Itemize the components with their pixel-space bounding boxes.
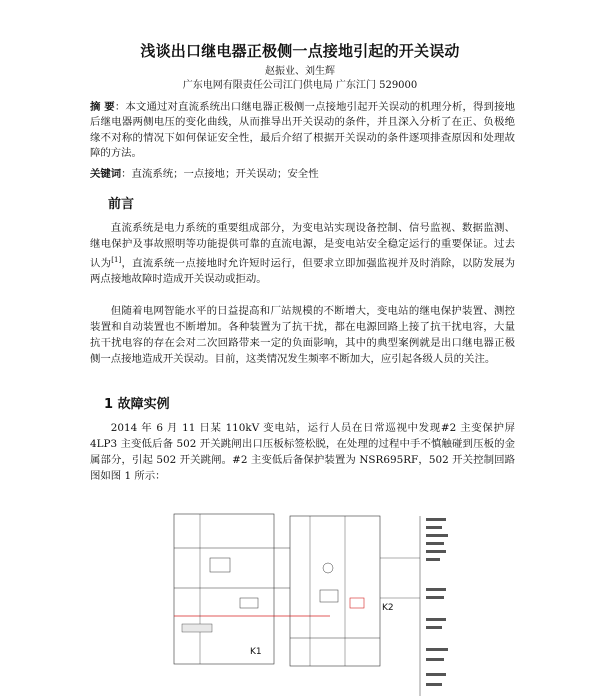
intro-p1-text-b: ，直流系统一点接地时允许短时运行，但要求立即加强监视并及时消除，以防发展为两点接地故障时造成开关误动或拒动。 [90, 257, 516, 286]
keywords-label: 关键词 [90, 168, 122, 180]
citation-ref: [1] [111, 256, 122, 264]
section-heading-intro: 前言 [108, 197, 135, 212]
keywords-text: ：直流系统；一点接地；开关误动；安全性 [121, 168, 319, 180]
intro-paragraph-1 [90, 220, 515, 287]
abstract [90, 100, 515, 161]
abstract-label: 摘 要 [90, 101, 115, 113]
intro-paragraph-2: 但随着电网智能水平的日益提高和厂站规模的不断增大，变电站的继电保护装置、测控装置和自动装置也不断增加。各种装置为了抗干扰，都在电源回路上接了抗干扰电容，大量抗干扰电容的存在会对二次回路带来一定的负面影响，其中的典型案例就是出口继电器正极侧一点接地造成开关误动。目前，这类情况发生频率不断加大，应引起各级人员的关注。 [90, 305, 515, 365]
case-paragraph-1: 2014 年 6 月 11 日某 110kV 变电站，运行人员在日常巡视中发现#2 主变保护屏 4LP3 主变低后备 502 开关跳闸出口压板标签松脱，在处理的过程中手不慎触碰到压板的金属部分，引起 502 开关跳闸。#2 主变低后备保护装置为 NSR695RF，502 开关控制回路图如图 1 所示： [90, 422, 515, 482]
label-k2: K2 [382, 603, 394, 613]
paper-title: 浅谈出口继电器正极侧一点接地引起的开关误动 [140, 42, 460, 60]
circuit-diagram-figure [170, 498, 452, 696]
paper-authors: 赵振业、刘生辉 [265, 66, 335, 77]
abstract-text: ：本文通过对直流系统出口继电器正极侧一点接地引起开关误动的机理分析，得到接地后继电器两侧电压的变化曲线，从而推导出开关误动的条件，并且深入分析了在正、负极绝缘不对称的情况下如何保证安全性，最后介绍了根据开关误动的条件逐项排查原因和处理故障的方法。 [90, 101, 516, 159]
label-k1: K1 [250, 647, 262, 657]
intro-p1-text-a: 直流系统是电力系统的重要组成部分，为变电站实现设备控制、信号监视、数据监测、继电保护及事故照明等功能提供可靠的直流电源，是变电站安全稳定运行的重要保证。过去认为 [90, 222, 515, 270]
keywords [90, 165, 515, 180]
paper-affiliation: 广东电网有限责任公司江门供电局 广东江门 529000 [182, 80, 418, 91]
section-heading-case: 1 故障实例 [104, 397, 170, 412]
